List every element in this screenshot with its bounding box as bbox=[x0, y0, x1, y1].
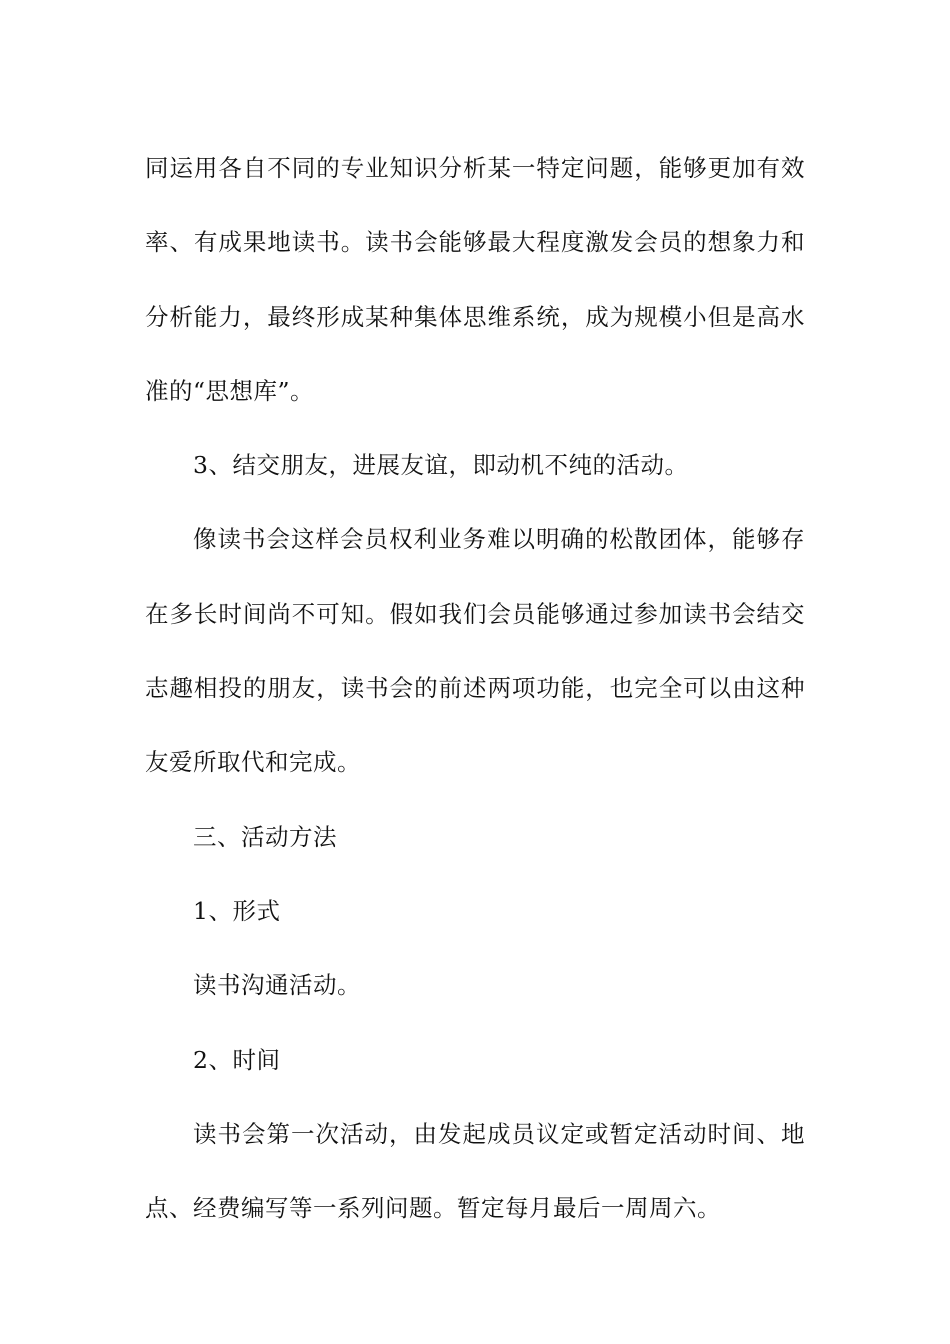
paragraph-form-detail bbox=[145, 948, 805, 1022]
text-line: 1、形式 bbox=[193, 896, 281, 925]
text-line: 准的“思想库”。 bbox=[145, 376, 315, 405]
text-line: 率、有成果地读书。读书会能够最大程度激发会员的想象力和 bbox=[145, 228, 805, 257]
text-line: 点、经费编写等一系列问题。暂定每月最后一周周六。 bbox=[145, 1194, 721, 1223]
section-heading-activity-method bbox=[145, 800, 805, 874]
text-line: 3、结交朋友，进展友谊，即动机不纯的活动。 bbox=[193, 451, 689, 480]
text-line: 读书沟通活动。 bbox=[193, 971, 361, 1000]
text-line: 像读书会这样会员权利业务难以明确的松散团体，能够存 bbox=[193, 525, 805, 554]
text-line: 读书会第一次活动，由发起成员议定或暂定活动时间、地 bbox=[193, 1119, 805, 1148]
subheading-form bbox=[145, 874, 805, 948]
paragraph-reading-club-purpose bbox=[145, 131, 805, 428]
paragraph-time-detail bbox=[145, 1097, 805, 1246]
text-line: 三、活动方法 bbox=[193, 822, 337, 851]
paragraph-friendship bbox=[145, 502, 805, 799]
text-line: 同运用各自不同的专业知识分析某一特定问题，能够更加有效 bbox=[145, 154, 805, 182]
text-line: 在多长时间尚不可知。假如我们会员能够通过参加读书会结交 bbox=[145, 599, 805, 628]
text-line: 志趣相投的朋友，读书会的前述两项功能，也完全可以由这种 bbox=[145, 674, 805, 703]
document-body bbox=[145, 131, 805, 1245]
text-line: 友爱所取代和完成。 bbox=[145, 748, 361, 777]
paragraph-item-3-heading bbox=[145, 428, 805, 502]
text-line: 分析能力，最终形成某种集体思维系统，成为规模小但是高水 bbox=[145, 302, 805, 331]
text-line: 2、时间 bbox=[193, 1045, 281, 1074]
subheading-time bbox=[145, 1023, 805, 1097]
